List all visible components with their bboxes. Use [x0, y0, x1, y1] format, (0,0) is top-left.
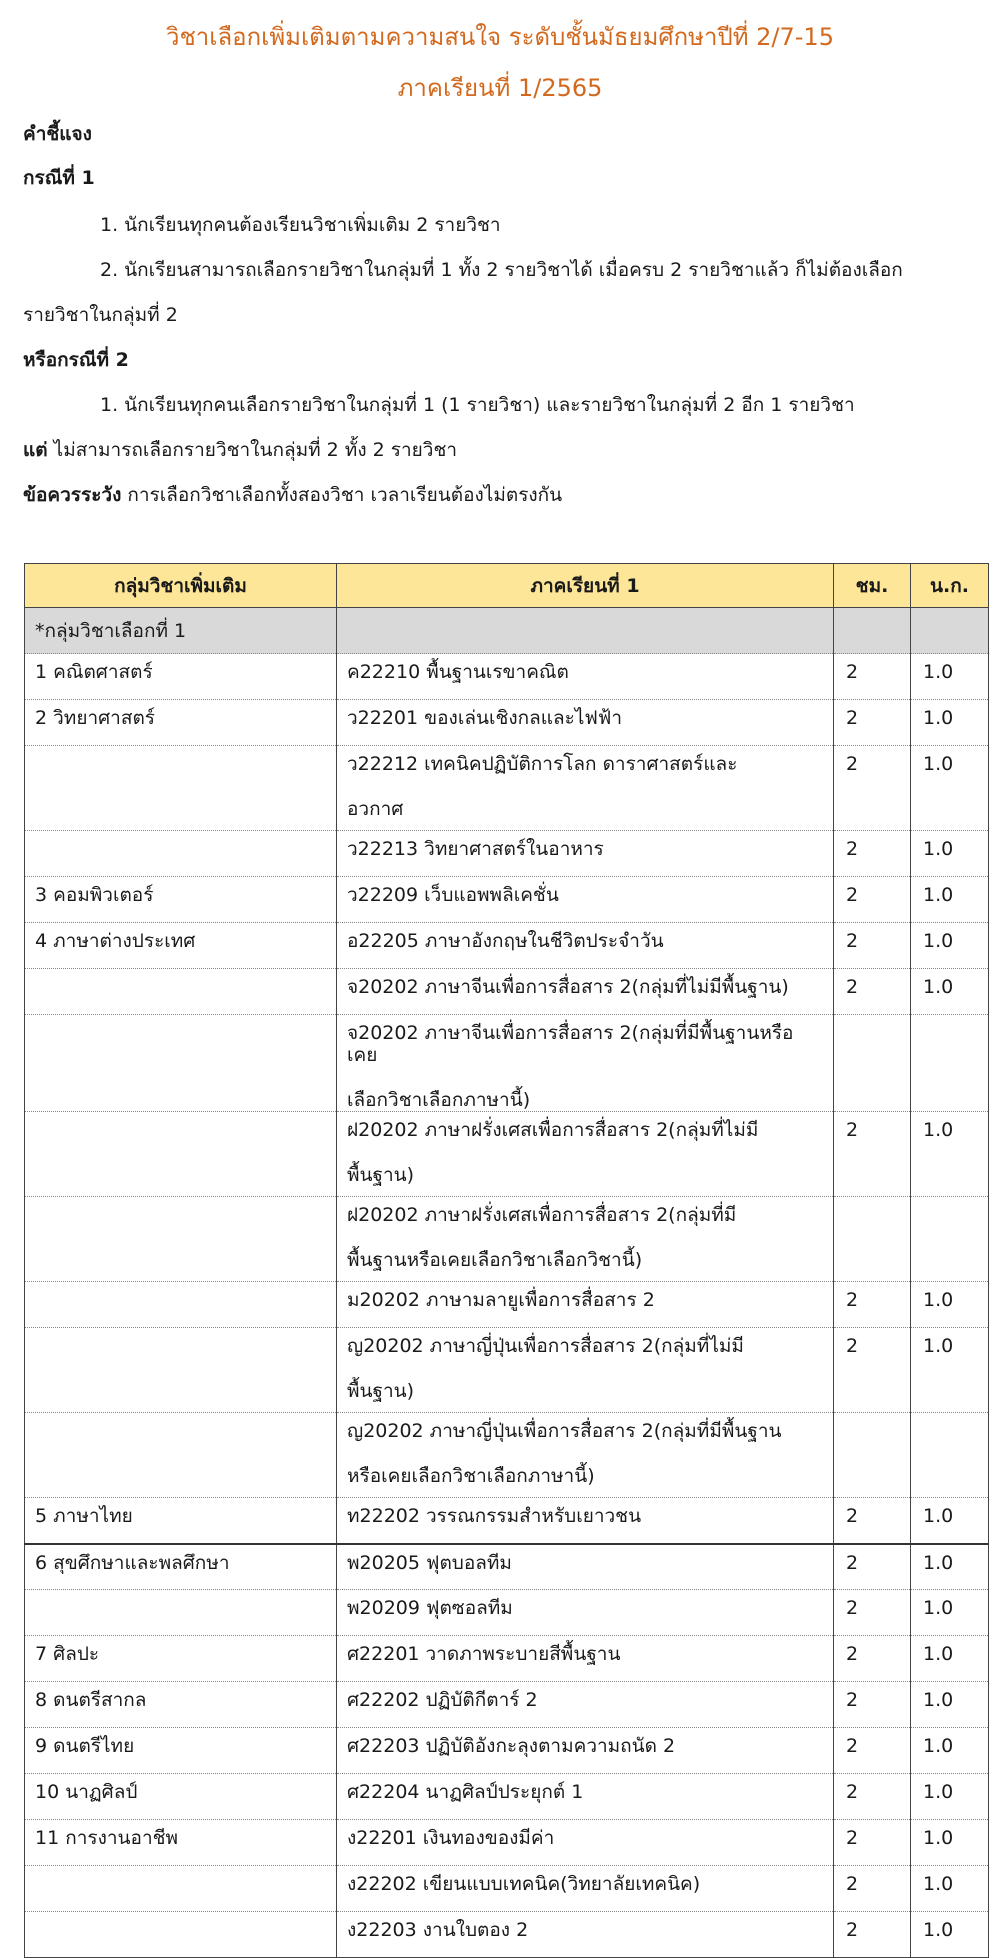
header-semester: ภาคเรียนที่ 1 — [337, 564, 834, 608]
caution-text: การเลือกวิชาเลือกทั้งสองวิชา เวลาเรียนต้องไม่ตรงกัน — [121, 484, 563, 506]
course-name — [347, 1282, 823, 1311]
course-line1: จ20202 ภาษาจีนเพื่อการสื่อสาร 2(กลุ่มที่ไม่มีพื้นฐาน) — [347, 976, 789, 998]
table-row — [25, 1590, 989, 1636]
hours-value: 2 — [846, 661, 859, 683]
table-row — [25, 1328, 989, 1413]
course-line1: ค22210 พื้นฐานเรขาคณิต — [347, 661, 569, 683]
table-row — [25, 1498, 989, 1544]
course-name — [347, 1328, 823, 1402]
course-cell — [337, 1728, 834, 1774]
hours-cell — [834, 1912, 911, 1958]
group-name: 8 ดนตรีสากล — [35, 1689, 147, 1711]
hours-cell — [834, 746, 911, 831]
course-line1: ว22201 ของเล่นเชิงกลและไฟฟ้า — [347, 707, 622, 729]
course-name — [347, 1866, 823, 1895]
page-subtitle: ภาคเรียนที่ 1/2565 — [397, 74, 603, 102]
course-name — [347, 1728, 823, 1757]
group-cell — [25, 1413, 337, 1498]
hours-value — [846, 1197, 900, 1204]
group-cell — [25, 1820, 337, 1866]
case1-item1: 1. นักเรียนทุกคนต้องเรียนวิชาเพิ่มเติม 2 รายวิชา — [100, 214, 501, 236]
group-empty-cell — [911, 608, 989, 654]
course-name — [347, 1498, 823, 1527]
group-cell — [25, 1590, 337, 1636]
hours-value: 2 — [846, 838, 859, 860]
group-row — [25, 608, 989, 654]
course-cell — [337, 877, 834, 923]
case2-item1-line2 — [23, 435, 457, 465]
group-cell — [25, 1282, 337, 1328]
credits-value: 1.0 — [923, 753, 954, 775]
credits-cell — [911, 877, 989, 923]
group-name: 9 ดนตรีไทย — [35, 1735, 135, 1757]
caution-line — [23, 480, 562, 510]
course-line1: จ20202 ภาษาจีนเพื่อการสื่อสาร 2(กลุ่มที่มีพื้นฐานหรือเคย — [347, 1022, 794, 1066]
credits-value: 1.0 — [923, 707, 954, 729]
credits-cell — [911, 1728, 989, 1774]
table-row — [25, 1682, 989, 1728]
hours-cell — [834, 1328, 911, 1413]
hours-value: 2 — [846, 707, 859, 729]
course-line1: ท22202 วรรณกรรมสำหรับเยาวชน — [347, 1505, 642, 1527]
group-name: 1 คณิตศาสตร์ — [35, 661, 153, 683]
credits-value: 1.0 — [923, 1781, 954, 1803]
hours-cell — [834, 877, 911, 923]
group-cell — [25, 831, 337, 877]
instructions-heading: คำชี้แจง — [23, 123, 92, 145]
course-cell — [337, 1590, 834, 1636]
course-name — [347, 877, 823, 906]
header-credits: น.ก. — [911, 564, 989, 608]
group-name — [35, 1282, 326, 1289]
hours-cell — [834, 1682, 911, 1728]
course-cell — [337, 1112, 834, 1197]
hours-value — [846, 1413, 900, 1420]
course-cell — [337, 923, 834, 969]
credits-value: 1.0 — [923, 1335, 954, 1357]
table-row — [25, 654, 989, 700]
credits-cell — [911, 1197, 989, 1282]
course-line2: เลือกวิชาเลือกภาษานี้) — [347, 1089, 531, 1111]
credits-cell — [911, 1774, 989, 1820]
group-name: 5 ภาษาไทย — [35, 1505, 133, 1527]
credits-cell — [911, 1282, 989, 1328]
table-row — [25, 700, 989, 746]
group-cell — [25, 923, 337, 969]
case1-item2-line1: 2. นักเรียนสามารถเลือกรายวิชาในกลุ่มที่ 1 ทั้ง 2 รายวิชาได้ เมื่อครบ 2 รายวิชาแล้ว ก็ไม่ต้องเลือก — [100, 259, 903, 281]
group-cell — [25, 1866, 337, 1912]
group-cell — [25, 700, 337, 746]
course-cell — [337, 831, 834, 877]
credits-cell — [911, 654, 989, 700]
group-name — [35, 1197, 326, 1204]
case2-heading: หรือกรณีที่ 2 — [23, 349, 129, 371]
credits-cell — [911, 746, 989, 831]
credits-value — [923, 1015, 978, 1022]
hours-value: 2 — [846, 1119, 859, 1141]
course-line1: ศ22203 ปฏิบัติอังกะลุงตามความถนัด 2 — [347, 1735, 676, 1757]
course-line1: พ20205 ฟุตบอลทีม — [347, 1551, 512, 1574]
group-name — [35, 1866, 326, 1873]
table-row — [25, 1912, 989, 1958]
group-cell — [25, 969, 337, 1015]
hours-cell — [834, 1197, 911, 1282]
hours-cell — [834, 1498, 911, 1544]
hours-value: 2 — [846, 884, 859, 906]
table-row — [25, 1015, 989, 1112]
group-cell — [25, 1636, 337, 1682]
hours-value: 2 — [846, 1643, 859, 1665]
hours-value: 2 — [846, 976, 859, 998]
credits-value: 1.0 — [923, 661, 954, 683]
group-cell — [25, 1774, 337, 1820]
hours-cell — [834, 1112, 911, 1197]
hours-value: 2 — [846, 1827, 859, 1849]
credits-cell — [911, 831, 989, 877]
credits-value: 1.0 — [923, 1551, 954, 1574]
group-cell — [25, 1197, 337, 1282]
credits-cell — [911, 1328, 989, 1413]
hours-cell — [834, 1015, 911, 1112]
hours-cell — [834, 831, 911, 877]
credits-cell — [911, 1866, 989, 1912]
credits-value: 1.0 — [923, 930, 954, 952]
table-row — [25, 1866, 989, 1912]
hours-cell — [834, 654, 911, 700]
course-cell — [337, 700, 834, 746]
group-name — [35, 1328, 326, 1335]
group-name — [35, 746, 326, 753]
credits-cell — [911, 969, 989, 1015]
course-name — [347, 1774, 823, 1803]
hours-value — [846, 1015, 900, 1022]
group-name — [35, 1912, 326, 1919]
group-cell — [25, 1498, 337, 1544]
case2-item1-line2-text: ไม่สามารถเลือกรายวิชาในกลุ่มที่ 2 ทั้ง 2 รายวิชา — [47, 439, 458, 461]
group-name: 6 สุขศึกษาและพลศึกษา — [35, 1551, 230, 1574]
course-cell — [337, 1866, 834, 1912]
hours-value: 2 — [846, 1689, 859, 1711]
course-name — [347, 969, 823, 998]
credits-value — [923, 1413, 978, 1420]
credits-value: 1.0 — [923, 838, 954, 860]
course-name — [347, 1636, 823, 1665]
group-name — [35, 969, 326, 976]
credits-cell — [911, 1820, 989, 1866]
group-name: 4 ภาษาต่างประเทศ — [35, 930, 196, 952]
case2-but-label: แต่ — [23, 439, 48, 461]
credits-cell — [911, 700, 989, 746]
course-line1: ว22209 เว็บแอพพลิเคชั่น — [347, 884, 559, 906]
hours-value: 2 — [846, 930, 859, 952]
group-cell — [25, 1015, 337, 1112]
table-row — [25, 969, 989, 1015]
course-line1: ม20202 ภาษามลายูเพื่อการสื่อสาร 2 — [347, 1289, 655, 1311]
course-line1: ง22203 งานใบตอง 2 — [347, 1919, 529, 1941]
course-cell — [337, 746, 834, 831]
course-line2: หรือเคยเลือกวิชาเลือกภาษานี้) — [347, 1465, 595, 1487]
header-hours: ชม. — [834, 564, 911, 608]
course-line1: ญ20202 ภาษาญี่ปุ่นเพื่อการสื่อสาร 2(กลุ่มที่มีพื้นฐาน — [347, 1420, 782, 1442]
credits-cell — [911, 923, 989, 969]
table-row — [25, 1728, 989, 1774]
hours-value: 2 — [846, 1597, 859, 1619]
credits-cell — [911, 1682, 989, 1728]
credits-value: 1.0 — [923, 884, 954, 906]
group-cell — [25, 654, 337, 700]
group-cell — [25, 1544, 337, 1590]
credits-value: 1.0 — [923, 1289, 954, 1311]
course-name — [347, 1112, 823, 1186]
caution-label: ข้อควรระวัง — [23, 484, 122, 506]
hours-cell — [834, 1544, 911, 1590]
table-row — [25, 1636, 989, 1682]
course-line1: ง22201 เงินทองของมีค่า — [347, 1827, 555, 1849]
credits-cell — [911, 1413, 989, 1498]
group-cell — [25, 1682, 337, 1728]
course-cell — [337, 1912, 834, 1958]
credits-cell — [911, 1015, 989, 1112]
table-row — [25, 746, 989, 831]
credits-value — [923, 1197, 978, 1204]
course-line1: ฝ20202 ภาษาฝรั่งเศสเพื่อการสื่อสาร 2(กลุ่มที่มี — [347, 1204, 737, 1226]
course-line1: ว22213 วิทยาศาสตร์ในอาหาร — [347, 838, 604, 860]
course-cell — [337, 1015, 834, 1112]
hours-cell — [834, 1774, 911, 1820]
group-cell — [25, 877, 337, 923]
course-name — [347, 1413, 823, 1487]
course-line2: พื้นฐาน) — [347, 1164, 415, 1186]
credits-value: 1.0 — [923, 1873, 954, 1895]
hours-cell — [834, 1820, 911, 1866]
course-cell — [337, 1544, 834, 1590]
group-name — [35, 1590, 326, 1597]
group-name: 7 ศิลปะ — [35, 1643, 100, 1665]
course-cell — [337, 969, 834, 1015]
credits-value: 1.0 — [923, 1597, 954, 1619]
hours-value: 2 — [846, 753, 859, 775]
credits-cell — [911, 1544, 989, 1590]
course-name — [347, 831, 823, 860]
course-name — [347, 1682, 823, 1711]
credits-cell — [911, 1590, 989, 1636]
header-group: กลุ่มวิชาเพิ่มเติม — [25, 564, 337, 608]
group-cell — [25, 1328, 337, 1413]
course-line2: พื้นฐานหรือเคยเลือกวิชาเลือกวิชานี้) — [347, 1249, 643, 1271]
hours-cell — [834, 923, 911, 969]
course-name — [347, 1015, 823, 1111]
course-cell — [337, 1636, 834, 1682]
course-name — [347, 746, 823, 820]
course-name — [347, 1590, 823, 1619]
hours-cell — [834, 969, 911, 1015]
group-name — [35, 1413, 326, 1420]
hours-value: 2 — [846, 1551, 859, 1574]
course-name — [347, 654, 823, 683]
course-cell — [337, 1774, 834, 1820]
group-name: 2 วิทยาศาสตร์ — [35, 707, 155, 729]
case1-heading: กรณีที่ 1 — [23, 167, 95, 189]
group-empty-cell — [337, 608, 834, 654]
hours-value: 2 — [846, 1335, 859, 1357]
course-name — [347, 1820, 823, 1849]
group-label: *กลุ่มวิชาเลือกที่ 1 — [25, 608, 337, 654]
course-name — [347, 1545, 823, 1574]
hours-cell — [834, 700, 911, 746]
course-cell — [337, 1682, 834, 1728]
course-name — [347, 923, 823, 952]
course-name — [347, 1197, 823, 1271]
table-row — [25, 923, 989, 969]
hours-cell — [834, 1282, 911, 1328]
course-line1: ศ22204 นาฏศิลป์ประยุกต์ 1 — [347, 1781, 584, 1803]
group-cell — [25, 1112, 337, 1197]
hours-value: 2 — [846, 1873, 859, 1895]
course-line1: ศ22202 ปฏิบัติกีตาร์ 2 — [347, 1689, 538, 1711]
group-name — [35, 831, 326, 838]
table-row — [25, 1544, 989, 1590]
course-line1: ศ22201 วาดภาพระบายสีพื้นฐาน — [347, 1643, 621, 1665]
hours-value: 2 — [846, 1781, 859, 1803]
table-row — [25, 877, 989, 923]
course-line1: อ22205 ภาษาอังกฤษในชีวิตประจำวัน — [347, 930, 664, 952]
course-cell — [337, 1820, 834, 1866]
course-line1: ญ20202 ภาษาญี่ปุ่นเพื่อการสื่อสาร 2(กลุ่มที่ไม่มี — [347, 1335, 744, 1357]
group-name: 11 การงานอาชีพ — [35, 1827, 179, 1849]
course-line1: ว22212 เทคนิคปฏิบัติการโลก ดาราศาสตร์และ — [347, 753, 738, 775]
course-cell — [337, 1413, 834, 1498]
table-row — [25, 1197, 989, 1282]
case2-item1-line1: 1. นักเรียนทุกคนเลือกรายวิชาในกลุ่มที่ 1 (1 รายวิชา) และรายวิชาในกลุ่มที่ 2 อีก 1 รายวิชา — [100, 394, 855, 416]
credits-value: 1.0 — [923, 1689, 954, 1711]
credits-value: 1.0 — [923, 1827, 954, 1849]
group-name — [35, 1112, 326, 1119]
table-row — [25, 1413, 989, 1498]
credits-cell — [911, 1498, 989, 1544]
table-row — [25, 831, 989, 877]
course-cell — [337, 654, 834, 700]
table-row — [25, 1282, 989, 1328]
hours-cell — [834, 1413, 911, 1498]
course-table — [24, 563, 989, 1958]
course-cell — [337, 1282, 834, 1328]
hours-cell — [834, 1590, 911, 1636]
course-line2: อวกาศ — [347, 798, 404, 820]
course-cell — [337, 1328, 834, 1413]
table-row — [25, 1820, 989, 1866]
course-line1: ง22202 เขียนแบบเทคนิค(วิทยาลัยเทคนิค) — [347, 1873, 701, 1895]
course-name — [347, 1912, 823, 1941]
group-cell — [25, 1912, 337, 1958]
page-title: วิชาเลือกเพิ่มเติมตามความสนใจ ระดับชั้นมัธยมศึกษาปีที่ 2/7-15 — [166, 23, 834, 51]
group-name: 3 คอมพิวเตอร์ — [35, 884, 154, 906]
hours-value: 2 — [846, 1505, 859, 1527]
table-row — [25, 1774, 989, 1820]
group-empty-cell — [834, 608, 911, 654]
credits-cell — [911, 1112, 989, 1197]
course-line1: ฝ20202 ภาษาฝรั่งเศสเพื่อการสื่อสาร 2(กลุ่มที่ไม่มี — [347, 1119, 759, 1141]
hours-value: 2 — [846, 1919, 859, 1941]
hours-cell — [834, 1728, 911, 1774]
credits-cell — [911, 1912, 989, 1958]
course-name — [347, 700, 823, 729]
credits-value: 1.0 — [923, 1643, 954, 1665]
group-name — [35, 1015, 326, 1022]
table-header-row — [25, 564, 989, 608]
course-cell — [337, 1498, 834, 1544]
table-body — [25, 608, 989, 1958]
group-name: 10 นาฏศิลป์ — [35, 1781, 138, 1803]
hours-value: 2 — [846, 1735, 859, 1757]
credits-value: 1.0 — [923, 1919, 954, 1941]
credits-value: 1.0 — [923, 1119, 954, 1141]
hours-cell — [834, 1636, 911, 1682]
hours-value: 2 — [846, 1289, 859, 1311]
hours-cell — [834, 1866, 911, 1912]
credits-value: 1.0 — [923, 976, 954, 998]
table-row — [25, 1112, 989, 1197]
group-cell — [25, 746, 337, 831]
credits-value: 1.0 — [923, 1735, 954, 1757]
course-line1: พ20209 ฟุตซอลทีม — [347, 1597, 513, 1619]
course-line2: พื้นฐาน) — [347, 1380, 415, 1402]
credits-cell — [911, 1636, 989, 1682]
credits-value: 1.0 — [923, 1505, 954, 1527]
case1-item2-line2: รายวิชาในกลุ่มที่ 2 — [23, 304, 178, 326]
course-cell — [337, 1197, 834, 1282]
group-cell — [25, 1728, 337, 1774]
